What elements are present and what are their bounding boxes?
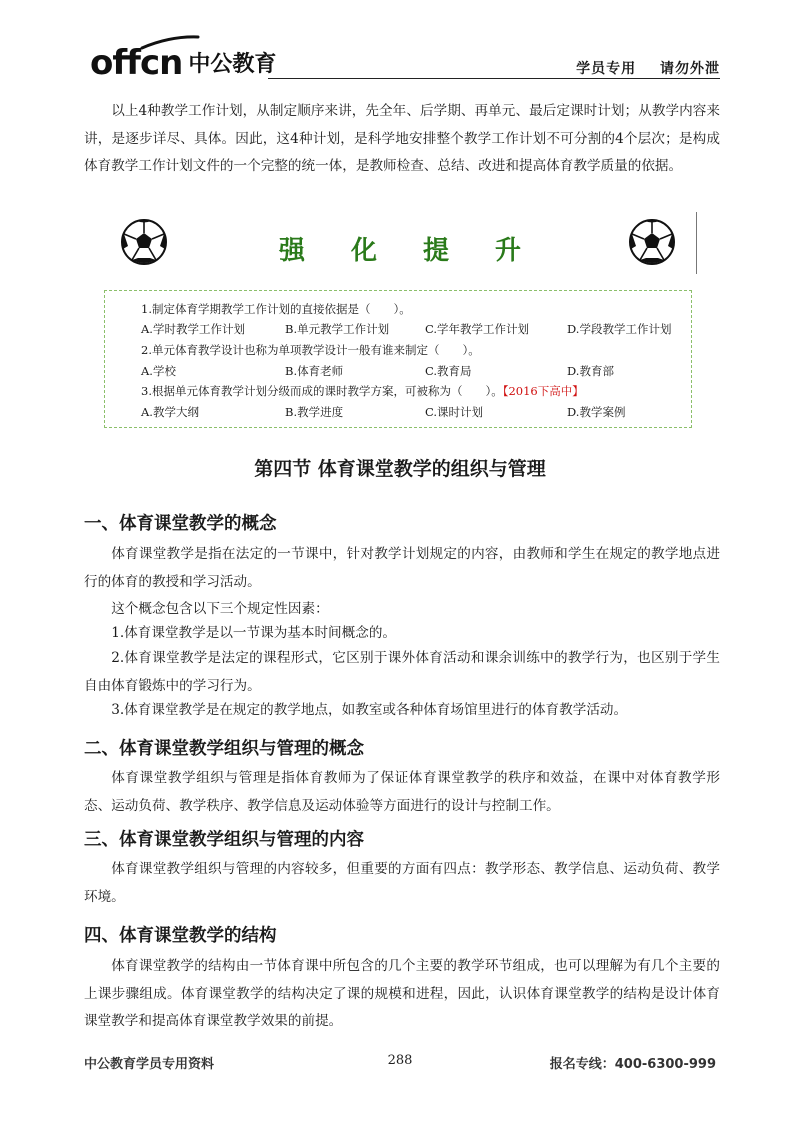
paragraph: 这个概念包含以下三个规定性因素： xyxy=(111,601,329,617)
quiz-option: A.学校 xyxy=(141,364,176,378)
quiz-option: B.单元教学工作计划 xyxy=(285,322,390,336)
heading-organization-content: 三、体育课堂教学组织与管理的内容 xyxy=(84,830,364,850)
paragraph: 2.体育课堂教学是法定的课程形式，它区别于课外体育活动和课余训练中的教学行为，也区别于学生自由体育锻炼中的学习行为。 xyxy=(84,650,720,694)
quiz-option: B.教学进度 xyxy=(285,405,344,419)
paragraph: 体育课堂教学组织与管理的内容较多，但重要的方面有四点：教学形态、教学信息、运动负荷、教学环境。 xyxy=(84,861,720,905)
soccer-ball-icon xyxy=(120,218,168,266)
heading-structure: 四、体育课堂教学的结构 xyxy=(84,926,277,946)
quiz-option: C.教育局 xyxy=(425,364,472,378)
header-label-no-distribution: 请勿外泄 xyxy=(660,61,720,77)
paragraph: 1.体育课堂教学是以一节课为基本时间概念的。 xyxy=(111,625,397,641)
header-label-students-only: 学员专用 xyxy=(576,61,637,77)
heading-organization-concept: 二、体育课堂教学组织与管理的概念 xyxy=(84,739,364,759)
practice-banner xyxy=(104,212,697,274)
footer-hotline: 报名专线：400-6300-999 xyxy=(549,1057,716,1072)
quiz-option: D.学段教学工作计划 xyxy=(567,322,672,336)
header-notice xyxy=(558,58,720,78)
question-text: 2.单元体育教学设计也称为单项教学设计一般有谁来制定（ ）。 xyxy=(141,343,480,357)
quiz-question-1 xyxy=(141,299,411,319)
heading-concept: 一、体育课堂教学的概念 xyxy=(84,514,277,534)
quiz-option: A.学时教学工作计划 xyxy=(141,322,245,336)
quiz-question-3 xyxy=(141,381,584,401)
quiz-box xyxy=(104,290,692,428)
exam-tag: 【2016下高中】 xyxy=(502,384,584,398)
paragraph: 体育课堂教学组织与管理是指体育教师为了保证体育课堂教学的秩序和效益，在课中对体育教学形态、运动负荷、教学秩序、教学信息及运动体验等方面进行的设计与控制工作。 xyxy=(84,770,720,814)
footer-left: 中公教育学员专用资料 xyxy=(84,1057,215,1072)
paragraph: 体育课堂教学的结构由一节体育课中所包含的几个主要的教学环节组成，也可以理解为有几个主要的上课步骤组成。体育课堂教学的结构决定了课的规模和进程，因此，认识体育课堂教学的结构是设计体育课堂教学和提高体育课堂教学效果的前提。 xyxy=(84,958,720,1029)
practice-title: 强化提升 xyxy=(278,236,567,266)
intro-paragraph: 以上4种教学工作计划，从制定顺序来讲，先全年、后学期、再单元、最后定课时计划；从教学内容来讲，是逐步详尽、具体。因此，这4种计划，是科学地安排整个教学工作计划不可分割的4个层次；是构成体育教学工作计划文件的一个完整的统一体，是教师检查、总结、改进和提高体育教学质量的依据。 xyxy=(84,103,720,174)
section-title: 第四节 体育课堂教学的组织与管理 xyxy=(254,458,546,480)
question-text: 3.根据单元体育教学计划分级而成的课时教学方案，可被称为（ ）。 xyxy=(141,384,503,398)
paragraph: 体育课堂教学是指在法定的一节课中，针对教学计划规定的内容，由教师和学生在规定的教学地点进行的体育的教授和学习活动。 xyxy=(84,546,720,590)
page-number: 288 xyxy=(387,1053,413,1068)
logo-latin: offcn xyxy=(90,43,183,83)
question-text: 1.制定体育学期教学工作计划的直接依据是（ ）。 xyxy=(141,302,411,316)
paragraph: 3.体育课堂教学是在规定的教学地点，如教室或各种体育场馆里进行的体育教学活动。 xyxy=(111,702,628,718)
quiz-option: B.体育老师 xyxy=(285,364,344,378)
quiz-question-2 xyxy=(141,340,480,360)
header-rule xyxy=(268,78,720,79)
quiz-option: D.教育部 xyxy=(567,364,614,378)
quiz-option: C.课时计划 xyxy=(425,405,484,419)
soccer-ball-icon xyxy=(628,218,676,266)
quiz-option: D.教学案例 xyxy=(567,405,626,419)
quiz-option: A.教学大纲 xyxy=(141,405,199,419)
logo-swoosh-icon xyxy=(140,34,200,50)
quiz-option: C.学年教学工作计划 xyxy=(425,322,530,336)
logo-chinese: 中公教育 xyxy=(188,52,277,77)
